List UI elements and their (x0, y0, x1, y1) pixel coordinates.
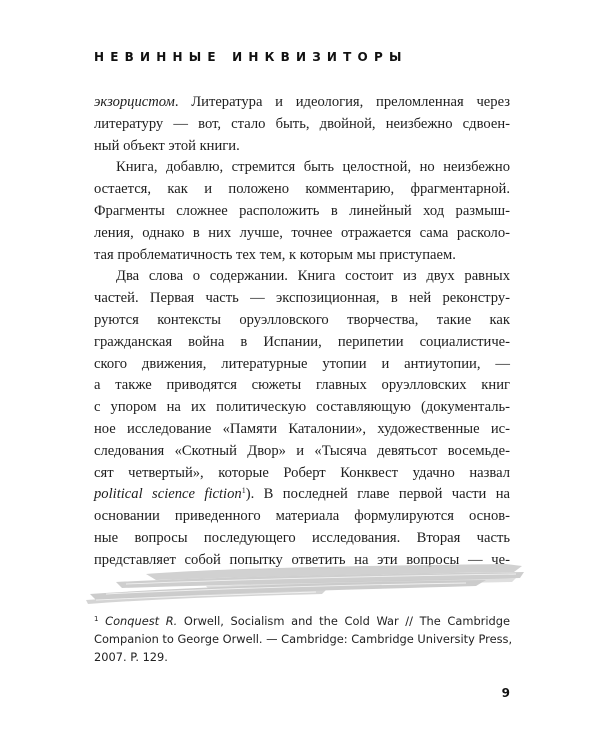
paragraph-3 (94, 266, 510, 571)
text-line: ления, однако в них лучше, точнее отражается сама расколо- (94, 224, 510, 241)
text-line: сят четвертый», которые Роберт Конквест удачно назвал (94, 464, 510, 481)
text-line: руются контексты оруэлловского творчества, такие как (94, 311, 510, 328)
text-line: остается, как и положено комментарию, фрагментарной. (94, 181, 510, 198)
text-line: ный объект этой книги. (94, 137, 240, 154)
text-line: Два слова о содержании. Книга состоит из двух равных (116, 268, 510, 285)
paragraph-2 (94, 157, 510, 266)
text-line: с упором на их политическую составляющую (документаль- (94, 399, 510, 416)
brush-stroke-divider (86, 560, 526, 606)
text-line: ского движения, литературные утопии и антиутопии, — (94, 355, 510, 372)
running-title: НЕВИННЫЕ ИНКВИЗИТОРЫ (94, 50, 408, 64)
text-fragment: . Литература и идеология, преломленная через (174, 94, 510, 110)
text-line: представляет собой попытку ответить на эти вопросы — че- (94, 551, 510, 568)
text-line: литературу — вот, стало быть, двойной, неизбежно сдвоен- (94, 115, 510, 132)
text-line (94, 92, 510, 114)
text-line: основании приведенного материала формулируются основ- (94, 508, 510, 525)
footnote-line: 2007. P. 129. (94, 650, 168, 664)
paragraph-1 (94, 92, 510, 157)
text-line: частей. Первая часть — экспозиционная, в ней реконстру- (94, 290, 510, 307)
footnote-reference: 1 (241, 486, 246, 496)
text-line: гражданская война в Испании, перипетии социалистиче- (94, 333, 510, 350)
text-line: ные вопросы последующего исследования. Вторая часть (94, 529, 510, 546)
text-line: Фрагменты сложнее расположить в линейный ход размыш- (94, 202, 510, 219)
text-line: тая проблематичность тех тем, к которым мы приступаем. (94, 246, 456, 263)
page-number: 9 (501, 686, 510, 700)
footnote-line (94, 612, 510, 630)
text-line (94, 484, 510, 506)
text-fragment: ). В последней главе первой части на (245, 486, 510, 503)
italic-phrase: political science fiction (94, 486, 242, 503)
italic-word: экзорцистом (94, 94, 175, 110)
text-fragment: Orwell, Socialism and the Cold War // The Cambridge (177, 614, 511, 628)
footnote-marker: 1 (94, 615, 99, 623)
text-line: Книга, добавлю, стремится быть целостной, но неизбежно (116, 159, 510, 176)
text-line: следования «Скотный Двор» и «Тысяча девятьсот восемьде- (94, 442, 510, 459)
text-line: ное исследование «Памяти Каталонии», художественные ис- (94, 420, 510, 437)
main-text (94, 92, 510, 572)
footnote (94, 612, 513, 666)
text-line: а также приводятся сюжеты главных оруэлловских книг (94, 377, 510, 394)
footnote-author: Conquest R. (105, 614, 178, 628)
footnote-line: Companion to George Orwell. — Cambridge: Cambridge University Press, (94, 632, 513, 646)
